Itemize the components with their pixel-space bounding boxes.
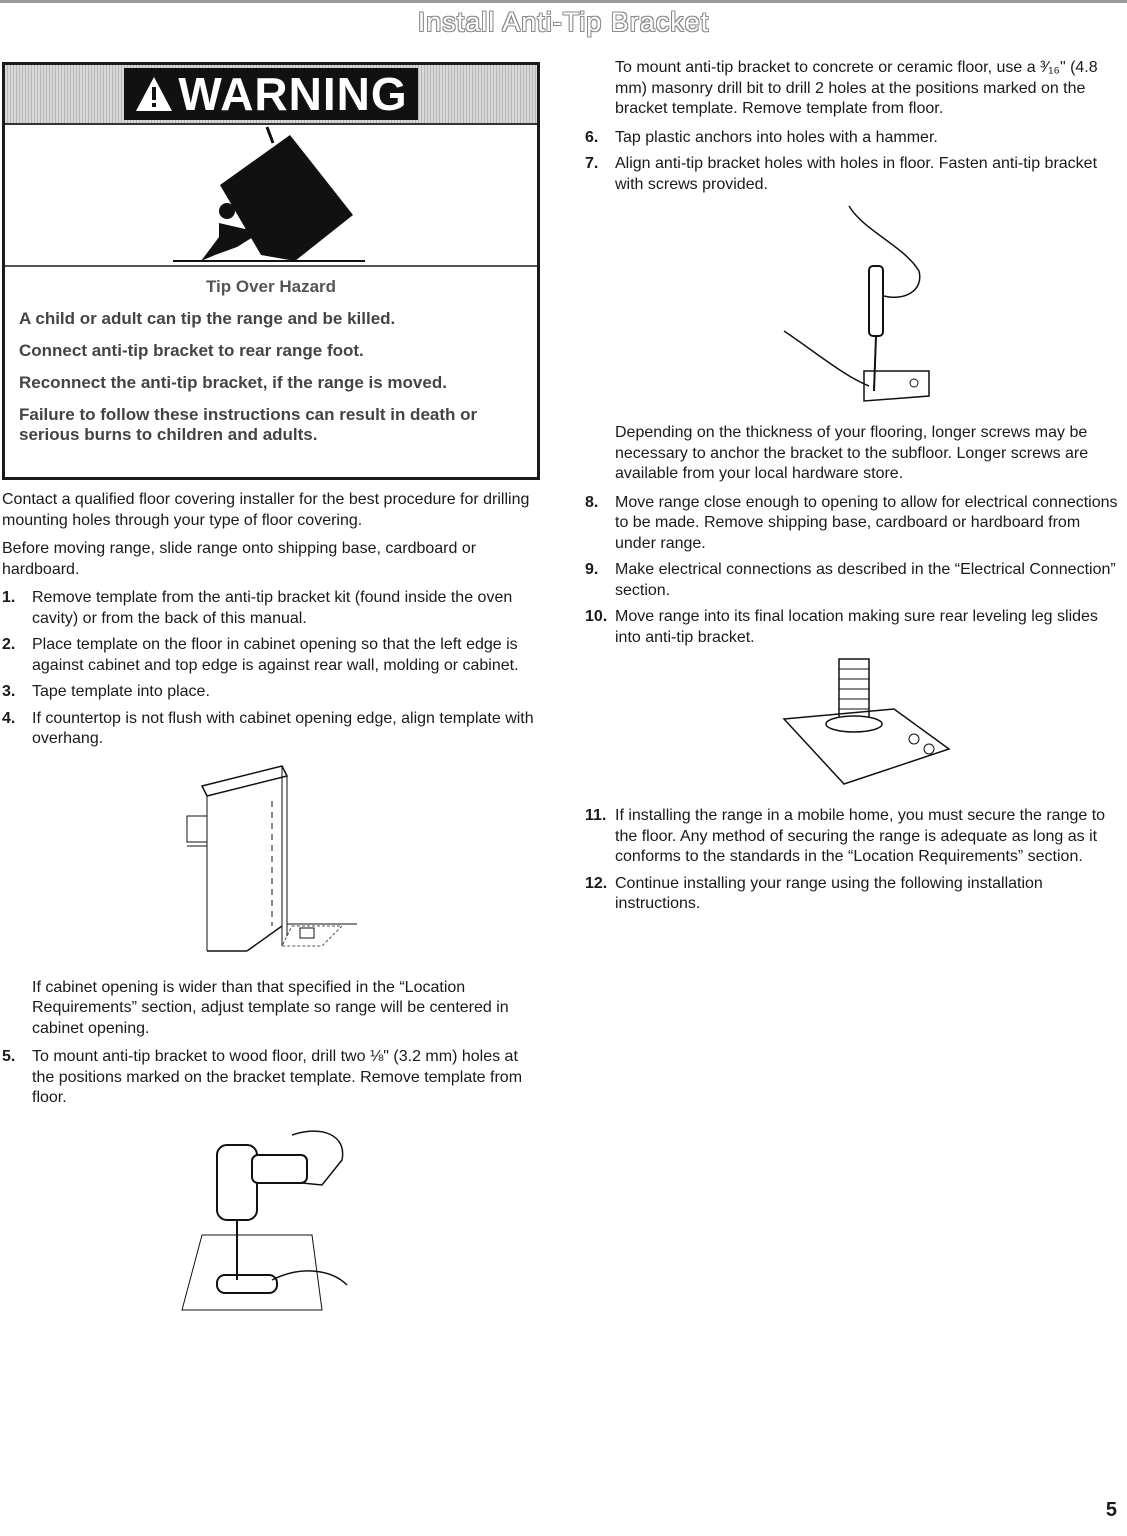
leveling-leg-illustration [754, 654, 954, 794]
page-title: Install Anti-Tip Bracket [0, 0, 1127, 53]
step-number: 9. [585, 561, 599, 578]
steps-list [585, 806, 1123, 915]
warning-line: Connect anti-tip bracket to rear range foot. [19, 341, 364, 360]
warning-banner [5, 65, 537, 125]
step-text: Tap plastic anchors into holes with a hammer. [615, 128, 938, 146]
list-item [585, 128, 1123, 149]
step-text: Move range close enough to opening to allow for electrical connections to be made. Remove shipping base, cardboard or hardboard from under range. [615, 493, 1118, 552]
step-text: Tape template into place. [32, 683, 210, 700]
list-item [2, 635, 542, 676]
list-item [585, 154, 1123, 195]
warning-box [2, 62, 540, 480]
list-item [2, 682, 542, 703]
cabinet-template-illustration [172, 756, 372, 966]
list-item [2, 1047, 542, 1109]
warning-line: Reconnect the anti-tip bracket, if the range is moved. [19, 373, 447, 392]
intro-paragraph: Contact a qualified floor covering installer for the best procedure for drilling mounting holes through your type of floor covering. [2, 491, 530, 529]
step-number: 2. [2, 636, 16, 653]
step-text: Place template on the floor in cabinet opening so that the left edge is against cabinet and top edge is against rear wall, molding or cabinet. [32, 636, 519, 674]
step-number: 11. [585, 807, 607, 824]
step-number: 6. [585, 128, 599, 146]
step-text: Make electrical connections as described in the “Electrical Connection” section. [615, 561, 1116, 599]
list-item [585, 806, 1123, 868]
steps-list [585, 493, 1123, 649]
step-text: Continue installing your range using the following installation instructions. [615, 874, 1043, 912]
list-item [585, 493, 1123, 555]
list-item [585, 607, 1123, 648]
step-text: Align anti-tip bracket holes with holes in floor. Fasten anti-tip bracket with screws provided. [615, 155, 1098, 193]
right-column [585, 58, 1123, 921]
intro-paragraph: Before moving range, slide range onto shipping base, cardboard or hardboard. [2, 540, 477, 578]
page-number: 5 [1105, 1499, 1117, 1521]
warning-line: Failure to follow these instructions can result in death or serious burns to children and adults. [19, 405, 478, 444]
warning-line: A child or adult can tip the range and be killed. [19, 309, 396, 328]
steps-list [585, 128, 1123, 196]
warning-text [5, 267, 537, 467]
step-text: If countertop is not flush with cabinet opening edge, align template with overhang. [32, 709, 534, 747]
hazard-title: Tip Over Hazard [205, 277, 337, 296]
list-item [585, 560, 1123, 601]
drill-illustration [172, 1115, 372, 1315]
step-number: 4. [2, 709, 16, 727]
step-number: 12. [585, 874, 608, 892]
step-text: To mount anti-tip bracket to wood floor, drill two ⅛" (3.2 mm) holes at the positions marked on the bracket template. Remove template from floor. [32, 1048, 523, 1106]
step-text: Remove template from the anti-tip bracket kit (found inside the oven cavity) or from the back of this manual. [32, 589, 513, 627]
tip-over-illustration [5, 125, 537, 267]
list-item [585, 874, 1123, 915]
list-item [2, 588, 542, 629]
step-number: 1. [2, 589, 16, 606]
left-column [2, 490, 542, 1327]
note-paragraph: Depending on the thickness of your flooring, longer screws may be necessary to anchor the bracket to the subfloor. Longer screws are available from your local hardware store. [615, 424, 1089, 482]
step-text: Move range into its final location making sure rear leveling leg slides into anti-tip bracket. [615, 608, 1098, 646]
steps-list [2, 588, 542, 750]
step-number: 8. [585, 493, 599, 511]
list-item [2, 709, 542, 750]
step-number: 7. [585, 155, 599, 172]
screwdriver-illustration [754, 201, 954, 411]
warning-triangle-icon [134, 75, 174, 113]
step-number: 10. [585, 608, 608, 625]
step-text: If installing the range in a mobile home, you must secure the range to the floor. Any method of securing the range is adequate as long as it conforms to the standards in the “Location Requirements” section. [615, 807, 1106, 865]
steps-list [2, 1047, 542, 1109]
note-paragraph: To mount anti-tip bracket to concrete or ceramic floor, use a ³⁄₁₆" (4.8 mm) masonry drill bit to drill 2 holes at the positions marked on the bracket template. Remove template from floor. [615, 59, 1098, 117]
step-number: 5. [2, 1048, 16, 1065]
note-paragraph: If cabinet opening is wider than that specified in the “Location Requirements” section, adjust template so range will be centered in cabinet opening. [32, 978, 509, 1037]
step-number: 3. [2, 683, 16, 700]
warning-label: WARNING [124, 68, 417, 120]
